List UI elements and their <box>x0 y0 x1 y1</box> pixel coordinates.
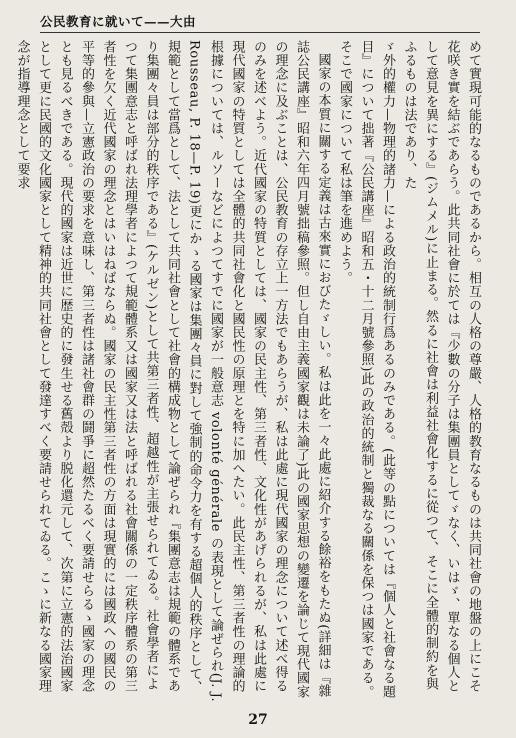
paragraph-3: 國家の本質に關する定義は古來實におびたゞしい。私は此を一々此處に紹介する餘裕をもたぬ(詳細は『雜誌公民講座』昭和六年四月號拙稿參照。但し自由主義國家觀は未論了)此の國家思想の變遷を論じて現代國家の理念に及ぶことは、公民教育の存立上一方法でもあらうが、私は此處に現代國家の理念について述べ得るのみを述べよう。近代國家の特質としては、國家の民主性、第三者性、文化性があげられるが、私は此處に現代國家の特質としては全體的共同社會化と國民性の原理とを特に加へたい。此民主性、第三者性の理論的根據については、ルソーなどによつてすでに國家が一般意志 volonté générale の表現として論ぜられ(J. J. Rousseau, P. 18—P. 19)更にかゝる國家は集團々員に對して強制的命令力を有する超個人的秩序として、規範として當爲として、法として共同社會として社會的構成物として論ぜられ『集團意志は規範の體系であり集團々員は部分的秩序である』(ケルゼン)として共第三者性、超越性が主張せられてゐる。社會學者によつて集團意志と呼ばれ法理學者によつて規範體系又は國家又は法と呼ばれる社會關係の一定秩序體系の第三者性を欠く近代國家の理念とはいはねばならぬ。國家の民主性第三者性の方面は現實的には國政への國民の平等的參與—立憲政治の要求を意味し、第三者性は諸社會群の鬪爭に超然たるべく要請せらるゝ國家の理念とも見るべきである。現代的國家は近世に歴史的に發生せる舊殻より脱化還元して、次第に立憲的法治國家として更に民國的文化國家として精神的共同社會として發達すべく要請せられてゐる。こゝに新なる國家理念が指導理念として要求 <box>14 40 331 703</box>
page-header <box>40 6 480 34</box>
paragraph-1: めて實現可能的なるものであるから。相互の人格の尊嚴、人格的教育なるものは共同社會の地盤の上にこそ花咲き實を結ぶであらう。此共同社會に於ては『少數の分子は集團員としてゞなく、いはゞ、單なる個人として意見を異にする』(ジムメル)に止まる。然るに社會は利益社會化するに從つて、そこに全體的制約を與ふるものは法であり、た <box>401 40 481 693</box>
paragraph-2: ゞ外的權力—物理的諸力—による政治的統制行爲あるのみである。(此等の點については『個人と社會なる題目』について拙著『公民講座』昭和五・十二月號參照)此の政治的統制と獨裁なる關係を保つは國家である。そこで國家について私は筆を進めよう。 <box>337 40 395 699</box>
header-rule <box>40 32 480 33</box>
body-text <box>14 40 484 704</box>
running-title: 公民教育に就いて——大由 <box>40 14 197 29</box>
page-number: 27 <box>248 712 268 728</box>
